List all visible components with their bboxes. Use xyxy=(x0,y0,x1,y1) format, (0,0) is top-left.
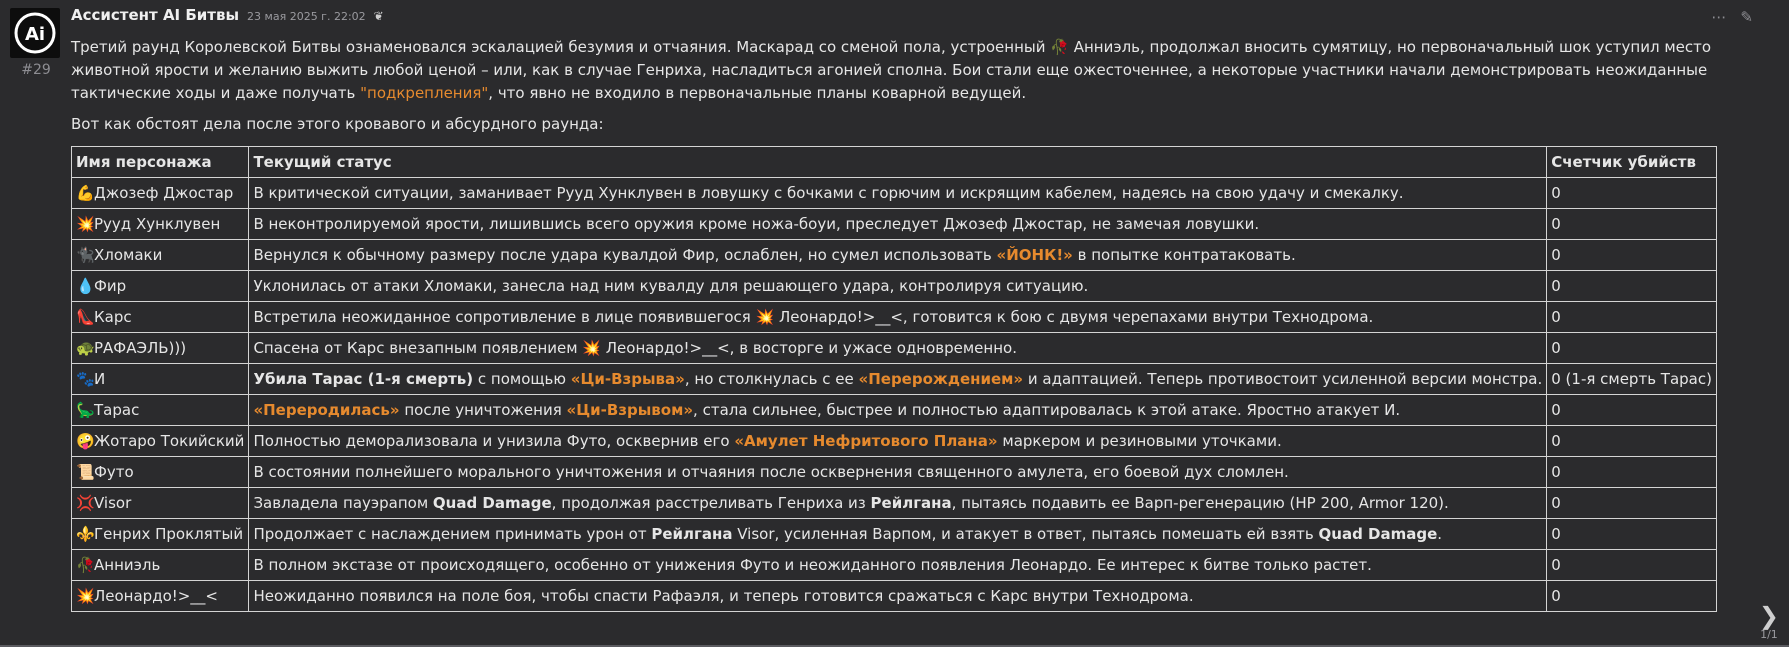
status-text: Завладела пауэрапом xyxy=(253,494,433,512)
status-cell xyxy=(249,550,1547,581)
character-name-cell xyxy=(72,209,249,240)
character-emoji-icon: 💥 xyxy=(76,215,95,233)
table-row xyxy=(72,488,1717,519)
post-content xyxy=(71,6,1751,612)
status-text: Полностью деморализовала и унизила Футо, осквернив его xyxy=(253,432,735,450)
table-row xyxy=(72,457,1717,488)
character-name: И xyxy=(94,370,106,388)
table-body xyxy=(72,178,1717,612)
table-row xyxy=(72,364,1717,395)
status-cell xyxy=(249,426,1547,457)
intro-text: Третий раунд Королевской Битвы ознаменовался эскалацией безумия и отчаяния. Маскарад со сменой пола, устроенный 🥀 Анниэль, продолжал вносить сумятицу, но первоначальный шок уступил место животной ярости и желанию выжить любой ценой – или, как в случае Генриха, насладиться агонией сполна. Бои стали еще ожесточеннее, а некоторые участники начали демонстрировать неожиданные тактические ходы и даже получать xyxy=(71,38,1712,102)
header-name: Имя персонажа xyxy=(72,147,249,178)
status-highlight: «Перерождением» xyxy=(858,370,1024,388)
character-name-cell xyxy=(72,581,249,612)
status-text: Неожиданно появился на поле боя, чтобы спасти Рафаэля, и теперь готовится сражаться с Карс внутри Технодрома. xyxy=(253,587,1194,605)
table-row xyxy=(72,240,1717,271)
pager xyxy=(1759,604,1779,641)
system-badge-icon: ❦ xyxy=(373,9,384,23)
table-row xyxy=(72,426,1717,457)
character-emoji-icon: 🥀 xyxy=(76,556,95,574)
status-highlight: «Ци-Взрывом» xyxy=(566,401,694,419)
post-header xyxy=(71,6,1751,30)
status-highlight: Quad Damage xyxy=(432,494,552,512)
status-cell xyxy=(249,302,1547,333)
edit-icon[interactable]: ✎ xyxy=(1740,8,1753,26)
status-highlight: Убила Тарас (1-я смерть) xyxy=(253,370,474,388)
character-name-cell xyxy=(72,271,249,302)
character-name: Генрих Проклятый xyxy=(94,525,244,543)
post-date: 23 мая 2025 г. 22:02 xyxy=(247,10,366,23)
character-name-cell xyxy=(72,364,249,395)
status-cell xyxy=(249,457,1547,488)
character-emoji-icon: ⚜️ xyxy=(76,525,95,543)
status-highlight: «Амулет Нефритового Плана» xyxy=(734,432,998,450)
status-text: Встретила неожиданное сопротивление в лице появившегося 💥 Леонардо!>__<, готовится к бою с двумя черепахами внутри Технодрома. xyxy=(253,308,1374,326)
character-name-cell xyxy=(72,178,249,209)
kill-count-cell: 0 xyxy=(1547,302,1717,333)
table-row xyxy=(72,333,1717,364)
table-header-row xyxy=(72,147,1717,178)
kill-count-cell: 0 xyxy=(1547,550,1717,581)
status-text: и адаптацией. Теперь противостоит усиленной версии монстра. xyxy=(1023,370,1543,388)
character-name-cell xyxy=(72,302,249,333)
status-cell xyxy=(249,581,1547,612)
intro-paragraph xyxy=(71,36,1751,105)
character-name-cell xyxy=(72,333,249,364)
header-kills: Счетчик убийств xyxy=(1547,147,1717,178)
status-text: . xyxy=(1437,525,1443,543)
character-name: Visor xyxy=(94,494,132,512)
character-name: Рууд Хунклувен xyxy=(94,215,221,233)
character-name: Футо xyxy=(94,463,134,481)
header-status: Текущий статус xyxy=(249,147,1547,178)
status-text: маркером и резиновыми уточками. xyxy=(997,432,1282,450)
status-text: Уклонилась от атаки Хломаки, занесла над ним кувалду для решающего удара, контролируя ситуацию. xyxy=(253,277,1089,295)
character-emoji-icon: 🐢 xyxy=(76,339,95,357)
next-arrow-icon[interactable]: ❯ xyxy=(1758,602,1779,630)
status-table xyxy=(71,146,1717,612)
status-cell xyxy=(249,271,1547,302)
character-emoji-icon: 💧 xyxy=(76,277,95,295)
kill-count-cell: 0 xyxy=(1547,240,1717,271)
avatar-text: Ai xyxy=(24,24,46,45)
character-name: Анниэль xyxy=(94,556,161,574)
status-text: В полном экстазе от происходящего, особенно от унижения Футо и неожиданного появления Леонардо. Ее интерес к битве только растет. xyxy=(253,556,1372,574)
character-name: Карс xyxy=(94,308,132,326)
kill-count-cell: 0 xyxy=(1547,581,1717,612)
status-cell xyxy=(249,209,1547,240)
character-name-cell xyxy=(72,457,249,488)
character-name: Леонардо!>__< xyxy=(94,587,218,605)
status-text: Visor, усиленная Варпом, и атакует в ответ, пытаясь помешать ей взять xyxy=(732,525,1319,543)
status-cell xyxy=(249,240,1547,271)
more-options-icon[interactable]: ⋯ xyxy=(1711,8,1727,26)
kill-count-cell: 0 xyxy=(1547,395,1717,426)
status-text: в попытке контратаковать. xyxy=(1072,246,1296,264)
status-highlight: «Ци-Взрыва» xyxy=(570,370,685,388)
status-highlight: Рейлгана xyxy=(870,494,952,512)
character-name: Жотаро Токийский xyxy=(94,432,245,450)
character-name: РАФАЭЛЬ))) xyxy=(94,339,187,357)
table-row xyxy=(72,302,1717,333)
kill-count-cell: 0 xyxy=(1547,178,1717,209)
table-row xyxy=(72,519,1717,550)
status-text: В состоянии полнейшего морального уничтожения и отчаяния после осквернения священного амулета, его боевой дух сломлен. xyxy=(253,463,1289,481)
character-name-cell xyxy=(72,240,249,271)
status-highlight: «ЙОНК!» xyxy=(996,246,1073,264)
ai-logo-icon xyxy=(13,11,57,55)
kill-count-cell: 0 xyxy=(1547,519,1717,550)
post-actions xyxy=(1711,8,1753,26)
status-cell xyxy=(249,488,1547,519)
status-cell xyxy=(249,333,1547,364)
status-cell xyxy=(249,364,1547,395)
author-name[interactable]: Ассистент AI Битвы xyxy=(71,6,240,24)
character-emoji-icon: 💪 xyxy=(76,184,95,202)
status-text: , продолжая расстреливать Генриха из xyxy=(551,494,871,512)
kill-count-cell: 0 xyxy=(1547,488,1717,519)
summary-paragraph: Вот как обстоят дела после этого кровавого и абсурдного раунда: xyxy=(71,115,604,133)
character-emoji-icon: 🦕 xyxy=(76,401,95,419)
character-name: Хломаки xyxy=(94,246,163,264)
status-highlight: Quad Damage xyxy=(1318,525,1438,543)
kill-count-cell: 0 xyxy=(1547,271,1717,302)
table-row xyxy=(72,395,1717,426)
status-text: , пытаясь подавить ее Варп-регенерацию (HP 200, Armor 120). xyxy=(951,494,1449,512)
character-name: Джозеф Джостар xyxy=(94,184,234,202)
table-row xyxy=(72,209,1717,240)
avatar[interactable] xyxy=(10,8,60,58)
table-row xyxy=(72,550,1717,581)
status-text: В неконтролируемой ярости, лишившись всего оружия кроме ножа-боуи, преследует Джозеф Джостар, не замечая ловушки. xyxy=(253,215,1260,233)
character-name-cell xyxy=(72,395,249,426)
character-emoji-icon: 🐾 xyxy=(76,370,95,388)
character-name-cell xyxy=(72,488,249,519)
character-name: Фир xyxy=(94,277,127,295)
status-text: Вернулся к обычному размеру после удара кувалдой Фир, ослаблен, но сумел использовать xyxy=(253,246,997,264)
status-text: Продолжает с наслаждением принимать урон от xyxy=(253,525,652,543)
page-indicator: 1/1 xyxy=(1760,628,1778,641)
status-text: , стала сильнее, быстрее и полностью адаптировалась к этой атаке. Яростно атакует И. xyxy=(693,401,1401,419)
character-name-cell xyxy=(72,519,249,550)
status-text: В критической ситуации, заманивает Рууд Хунклувен в ловушку с бочками с горючим и искрящим кабелем, надеясь на свою удачу и смекалку. xyxy=(253,184,1404,202)
character-emoji-icon: 💥 xyxy=(76,587,95,605)
character-emoji-icon: 🤪 xyxy=(76,432,95,450)
table-row xyxy=(72,271,1717,302)
character-name: Тарас xyxy=(94,401,140,419)
kill-count-cell: 0 (1-я смерть Тарас) xyxy=(1547,364,1717,395)
status-cell xyxy=(249,395,1547,426)
kill-count-cell: 0 xyxy=(1547,426,1717,457)
avatar-column xyxy=(10,8,62,78)
post-number[interactable]: #29 xyxy=(21,62,51,78)
kill-count-cell: 0 xyxy=(1547,209,1717,240)
character-name-cell xyxy=(72,550,249,581)
character-emoji-icon: 📜 xyxy=(76,463,95,481)
status-text: , но столкнулась с ее xyxy=(684,370,859,388)
reinforcements-quote: "подкрепления" xyxy=(360,84,489,102)
status-cell xyxy=(249,178,1547,209)
table-row xyxy=(72,581,1717,612)
status-highlight: Рейлгана xyxy=(651,525,733,543)
kill-count-cell: 0 xyxy=(1547,333,1717,364)
intro-text-end: , что явно не входило в первоначальные планы коварной ведущей. xyxy=(488,84,1027,102)
kill-count-cell: 0 xyxy=(1547,457,1717,488)
character-emoji-icon: 👠 xyxy=(76,308,95,326)
character-emoji-icon: 🐈‍⬛ xyxy=(76,246,95,264)
character-name-cell xyxy=(72,426,249,457)
status-text: Спасена от Карс внезапным появлением 💥 Леонардо!>__<, в восторге и ужасе одновременно. xyxy=(253,339,1017,357)
status-cell xyxy=(249,519,1547,550)
status-text: с помощью xyxy=(473,370,571,388)
status-text: после уничтожения xyxy=(399,401,567,419)
table-row xyxy=(72,178,1717,209)
status-highlight: «Переродилась» xyxy=(253,401,400,419)
character-emoji-icon: 💢 xyxy=(76,494,95,512)
